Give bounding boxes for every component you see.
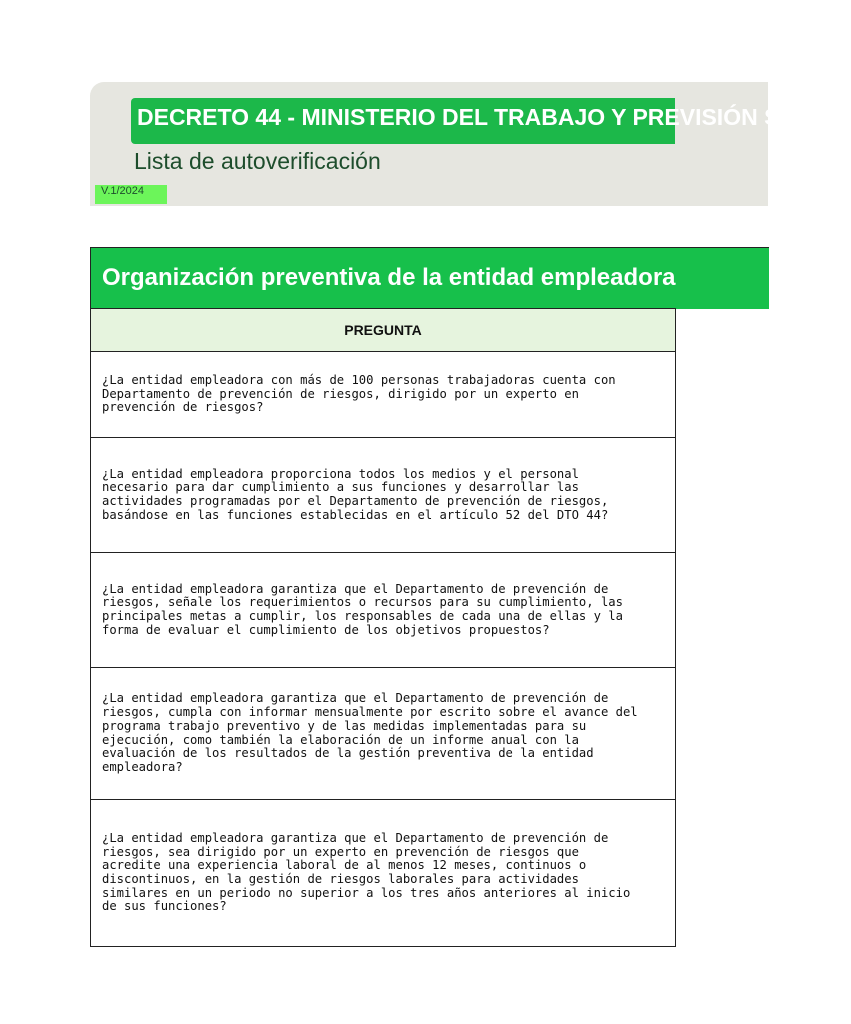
document-subtitle: Lista de autoverificación (134, 148, 381, 174)
table-row (91, 667, 675, 799)
version-badge (95, 185, 167, 204)
table-row (91, 799, 675, 946)
question-text: ¿La entidad empleadora proporciona todos los medios y el personal necesario para dar cumplimiento a sus funciones y desarrollar las actividades programadas por el Departamento de prevención de riesgos, basándose en las funciones establecidas en el artículo 52 del DTO 44? (102, 466, 609, 522)
table-row (91, 552, 675, 667)
checklist-table (90, 308, 676, 947)
version-label: V.1/2024 (101, 185, 145, 197)
table-row (91, 437, 675, 552)
title-bar (131, 98, 851, 144)
question-text: ¿La entidad empleadora con más de 100 personas trabajadoras cuenta con Departamento de prevención de riesgos, dirigido por un experto en prevención de riesgos? (102, 372, 616, 415)
table-row (91, 351, 675, 437)
column-header-pregunta: PREGUNTA (91, 308, 675, 351)
document-title: DECRETO 44 - MINISTERIO DEL TRABAJO Y PREVISIÓN SOCIAL (137, 104, 851, 130)
question-text: ¿La entidad empleadora garantiza que el Departamento de prevención de riesgos, señale los requerimientos o recursos para su cumplimiento, las principales metas a cumplir, los responsables de cada una de ellas y la forma de evaluar el cumplimiento de los objetivos propuestos? (102, 581, 623, 637)
section-header (90, 247, 769, 309)
question-text: ¿La entidad empleadora garantiza que el Departamento de prevención de riesgos, sea dirigido por un experto en prevención de riesgos que acredite una experiencia laboral de al menos 12 meses, continuos o discontinuos, en la gestión de riesgos laborales para actividades similares en un periodo no superior a los tres años anteriores al inicio de sus funciones? (102, 830, 631, 914)
question-text: ¿La entidad empleadora garantiza que el Departamento de prevención de riesgos, cumpla con informar mensualmente por escrito sobre el avance del programa trabajo preventivo y de las medidas implementadas para su ejecución, como también la elaboración de un informe anual con la evaluación de los resultados de la gestión preventiva de la entidad empleadora? (102, 691, 638, 774)
section-title: Organización preventiva de la entidad empleadora (102, 264, 676, 291)
